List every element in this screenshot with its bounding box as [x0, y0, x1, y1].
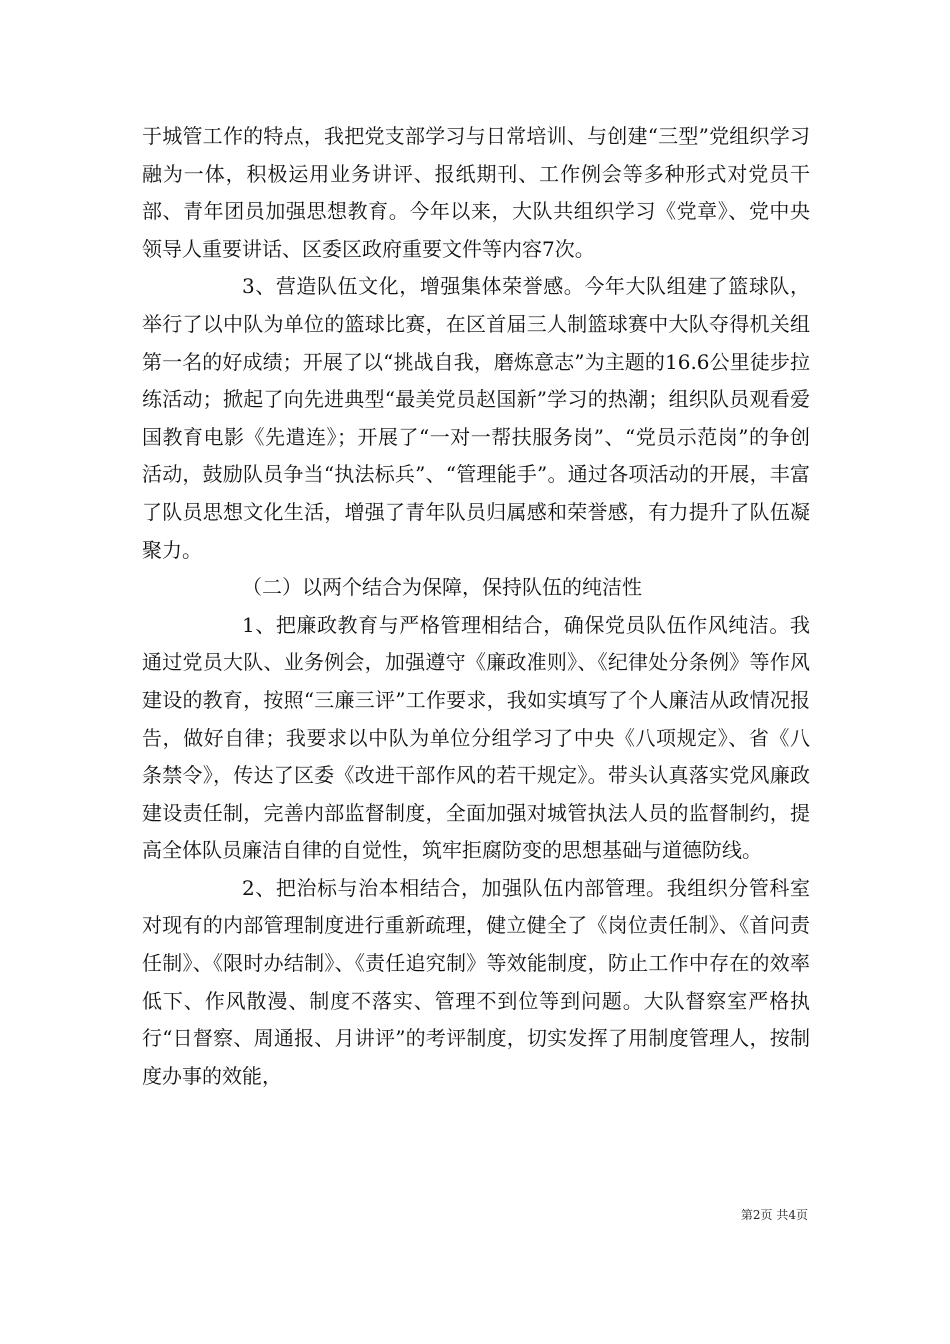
- document-body: [142, 118, 810, 1095]
- section-heading: （二）以两个结合为保障，保持队伍的纯洁性: [242, 575, 642, 600]
- paragraph-integrity-education: 1、把廉政教育与严格管理相结合，确保党员队伍作风纯洁。我通过党员大队、业务例会，加强遵守《廉政准则》、《纪律处分条例》等作风建设的教育，按照“三廉三评”工作要求，我如实填写了个人廉洁从政情况报告，做好自律；我要求以中队为单位分组学习了中央《八项规定》、省《八条禁令》，传达了区委《改进干部作风的若干规定》。带头认真落实党风廉政建设责任制，完善内部监督制度，全面加强对城管执法人员的监督制约，提高全体队员廉洁自律的自觉性，筑牢拒腐防变的思想基础与道德防线。: [142, 612, 810, 863]
- page-number-footer: 第2页 共4页: [740, 1208, 808, 1222]
- paragraph-internal-management: 2、把治标与治本相结合，加强队伍内部管理。我组织分管科室对现有的内部管理制度进行重新疏理，健立健全了《岗位责任制》、《首问责任制》、《限时办结制》、《责任追究制》等效能制度，防止工作中存在的效率低下、作风散漫、制度不落实、管理不到位等到问题。大队督察室严格执行“日督察、周通报、月讲评”的考评制度，切实发挥了用制度管理人，按制度办事的效能，: [142, 875, 810, 1088]
- paragraph-team-culture: 3、营造队伍文化，增强集体荣誉感。今年大队组建了篮球队，举行了以中队为单位的篮球比赛，在区首届三人制篮球赛中大队夺得机关组第一名的好成绩；开展了以“挑战自我，磨炼意志”为主题的16.6公里徒步拉练活动；掀起了向先进典型“最美党员赵国新”学习的热潮；组织队员观看爱国教育电影《先遣连》；开展了“一对一帮扶服务岗”、“党员示范岗”的争创活动，鼓励队员争当“执法标兵”、“管理能手”。通过各项活动的开展，丰富了队员思想文化生活，增强了青年队员归属感和荣誉感，有力提升了队伍凝聚力。: [142, 274, 810, 562]
- paragraph-continuation: 于城管工作的特点，我把党支部学习与日常培训、与创建“三型”党组织学习融为一体，积极运用业务讲评、报纸期刊、工作例会等多种形式对党员干部、青年团员加强思想教育。今年以来，大队共组织学习《党章》、党中央领导人重要讲话、区委区政府重要文件等内容7次。: [142, 124, 810, 261]
